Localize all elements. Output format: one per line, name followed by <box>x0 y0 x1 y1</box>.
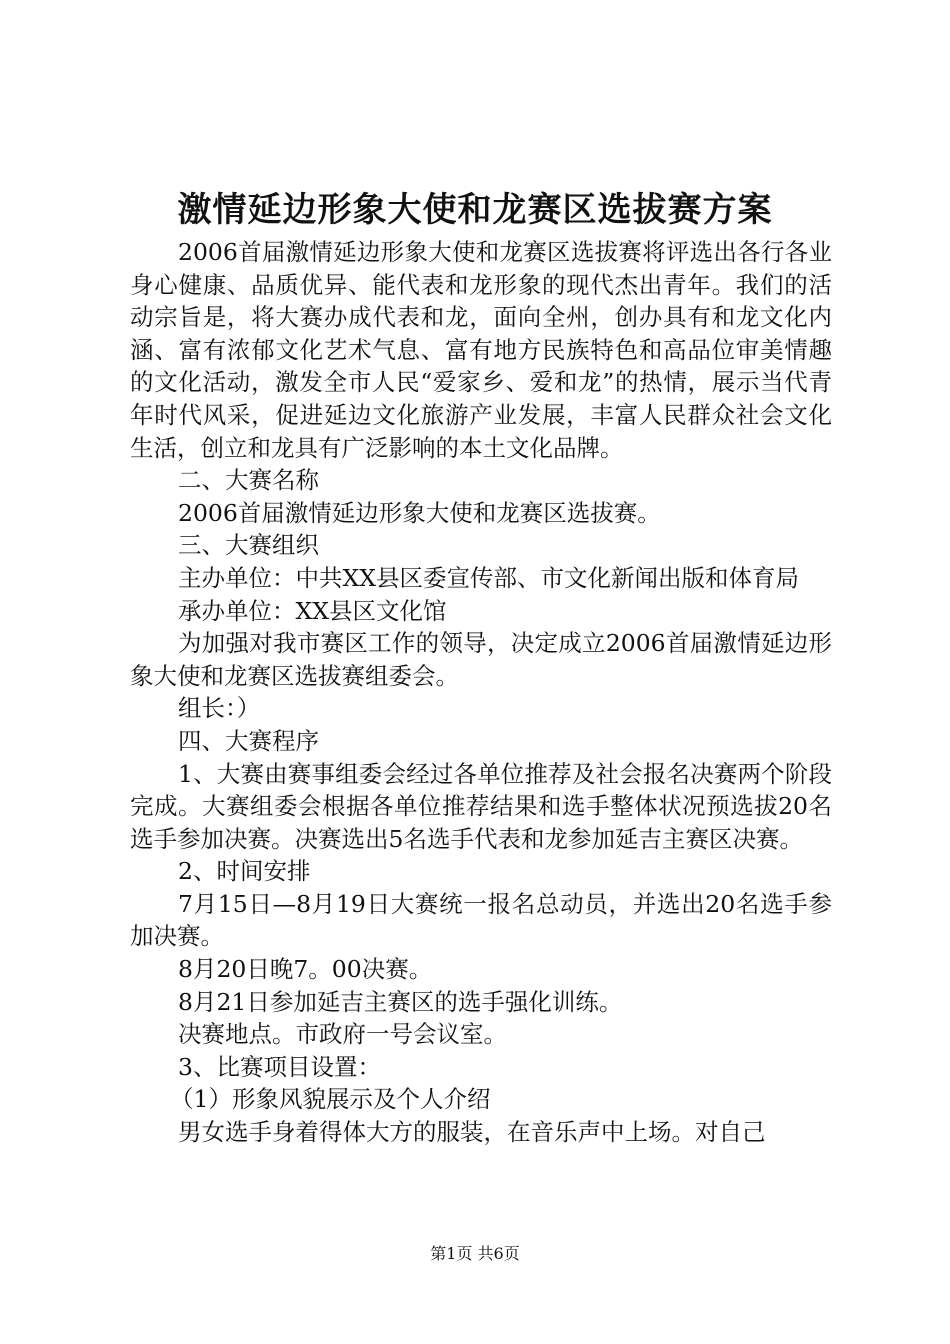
paragraph: 男女选手身着得体大方的服装，在音乐声中上场。对自己 <box>178 1118 766 1147</box>
sub-item-heading: （1）形象风貌展示及个人介绍 <box>170 1085 491 1114</box>
section-heading: 二、大赛名称 <box>178 466 319 495</box>
paragraph: 7月15日—8月19日大赛统一报名总动员，并选出20名选手参加决赛。 <box>130 889 832 951</box>
paragraph: 主办单位：中共XX县区委宣传部、市文化新闻出版和体育局 <box>178 563 799 592</box>
paragraph: 决赛地点。市政府一号会议室。 <box>178 1020 507 1049</box>
document-title: 激情延边形象大使和龙赛区选拔赛方案 <box>177 190 773 230</box>
paragraph: 组长：） <box>178 694 261 723</box>
paragraph: 为加强对我市赛区工作的领导，决定成立2006首届激情延边形象大使和龙赛区选拔赛组委会。 <box>130 629 832 690</box>
paragraph: 1、大赛由赛事组委会经过各单位推荐及社会报名决赛两个阶段完成。大赛组委会根据各单位推荐结果和选手整体状况预选拔20名选手参加决赛。决赛选出5名选手代表和龙参加延吉主赛区决赛。 <box>130 759 832 853</box>
paragraph: 8月21日参加延吉主赛区的选手强化训练。 <box>178 987 623 1016</box>
document-body <box>130 236 832 1149</box>
section-heading: 三、大赛组织 <box>178 531 319 560</box>
paragraph-intro: 2006首届激情延边形象大使和龙赛区选拔赛将评选出各行各业身心健康、品质优异、能代表和龙形象的现代杰出青年。我们的活动宗旨是，将大赛办成代表和龙，面向全州，创办具有和龙文化内涵、富有浓郁文化艺术气息、富有地方民族特色和高品位审美情趣的文化活动，激发全市人民“爱家乡、爱和龙”的热情，展示当代青年时代风采，促进延边文化旅游产业发展，丰富人民群众社会文化生活，创立和龙具有广泛影响的本土文化品牌。 <box>130 238 832 462</box>
page-footer: 第1页 共6页 <box>430 1244 520 1263</box>
paragraph: 2、时间安排 <box>178 857 311 886</box>
paragraph: 8月20日晚7。00决赛。 <box>178 955 433 984</box>
paragraph: 3、比赛项目设置： <box>178 1052 381 1081</box>
paragraph: 2006首届激情延边形象大使和龙赛区选拔赛。 <box>178 498 661 527</box>
section-heading: 四、大赛程序 <box>178 726 319 755</box>
paragraph: 承办单位：XX县区文化馆 <box>178 596 447 625</box>
